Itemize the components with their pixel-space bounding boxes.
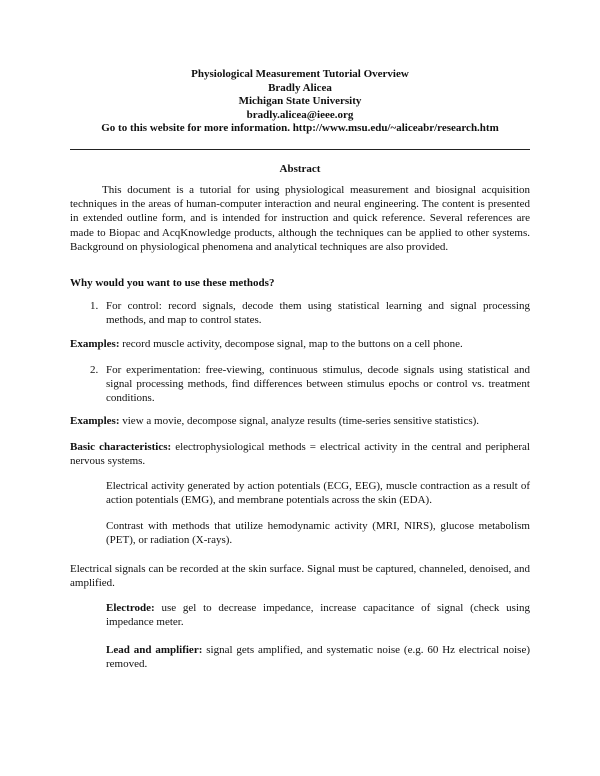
document-header [70, 68, 530, 136]
basic-characteristics [70, 440, 530, 468]
section-heading-text: Why would you want to use these methods? [70, 277, 275, 289]
examples-label: Examples: [70, 415, 120, 427]
author-email: bradly.alicea@ieee.org [246, 108, 354, 121]
electrical-signals-paragraph: Electrical signals can be recorded at the skin surface. Signal must be captured, channeled, denoised, and amplified. [70, 563, 530, 589]
list-item-control: For control: record signals, decode them using statistical learning and signal processing methods, and map to control states. [106, 300, 530, 326]
lead-amplifier-paragraph [106, 643, 530, 671]
examples-label: Examples: [70, 338, 120, 350]
abstract-body: This document is a tutorial for using physiological measurement and biosignal acquisition techniques in the areas of human-computer interaction and neural engineering. The content is presented in extended outline form, and is intended for instruction and quick reference. Several references are made to Biopac and AcqKnowledge products, although the techniques can be applied to other systems. Background on physiological phenomena and analytical techniques are also provided. [70, 184, 530, 253]
contrast-paragraph: Contrast with methods that utilize hemodynamic activity (MRI, NIRS), glucose metabolism (PET), or radiation (X-rays). [106, 520, 530, 546]
lead-amplifier-label: Lead and amplifier: [106, 644, 203, 656]
electrode-text: use gel to decrease impedance, increase capacitance of signal (check using impedance meter. [106, 602, 530, 628]
list-number-1: 1. [90, 300, 99, 312]
basic-characteristics-text: electrophysiological methods = electrical activity in the central and peripheral nervous systems. [70, 441, 530, 467]
electrical-activity-paragraph: Electrical activity generated by action potentials (ECG, EEG), muscle contraction as a result of action potentials (EMG), and membrane potentials across the skin (EDA). [106, 480, 530, 506]
header-divider [70, 149, 530, 150]
examples-text: record muscle activity, decompose signal, map to the buttons on a cell phone. [119, 338, 463, 350]
electrode-label: Electrode: [106, 602, 155, 614]
author-name: Bradly Alicea [268, 81, 332, 94]
list-number-2: 2. [90, 364, 99, 376]
institution: Michigan State University [238, 95, 362, 107]
electrode-paragraph [106, 601, 530, 629]
examples-control [70, 337, 530, 351]
lead-amplifier-text: signal gets amplified, and systematic noise (e.g. 60 Hz electrical noise) removed. [106, 644, 530, 670]
document-title: Physiological Measurement Tutorial Overview [191, 68, 409, 80]
section-heading [70, 276, 530, 290]
basic-characteristics-label: Basic characteristics: [70, 441, 172, 453]
abstract-heading: Abstract [279, 163, 321, 175]
list-item-experimentation: For experimentation: free-viewing, continuous stimulus, decode signals using statistical and signal processing methods, find differences between stimulus epochs or control vs. treatment conditions. [106, 364, 530, 404]
examples-experimentation [70, 414, 530, 428]
examples-text: view a movie, decompose signal, analyze results (time-series sensitive statistics). [119, 415, 480, 427]
website-line: Go to this website for more information. http://www.msu.edu/~aliceabr/research.htm [101, 122, 499, 134]
